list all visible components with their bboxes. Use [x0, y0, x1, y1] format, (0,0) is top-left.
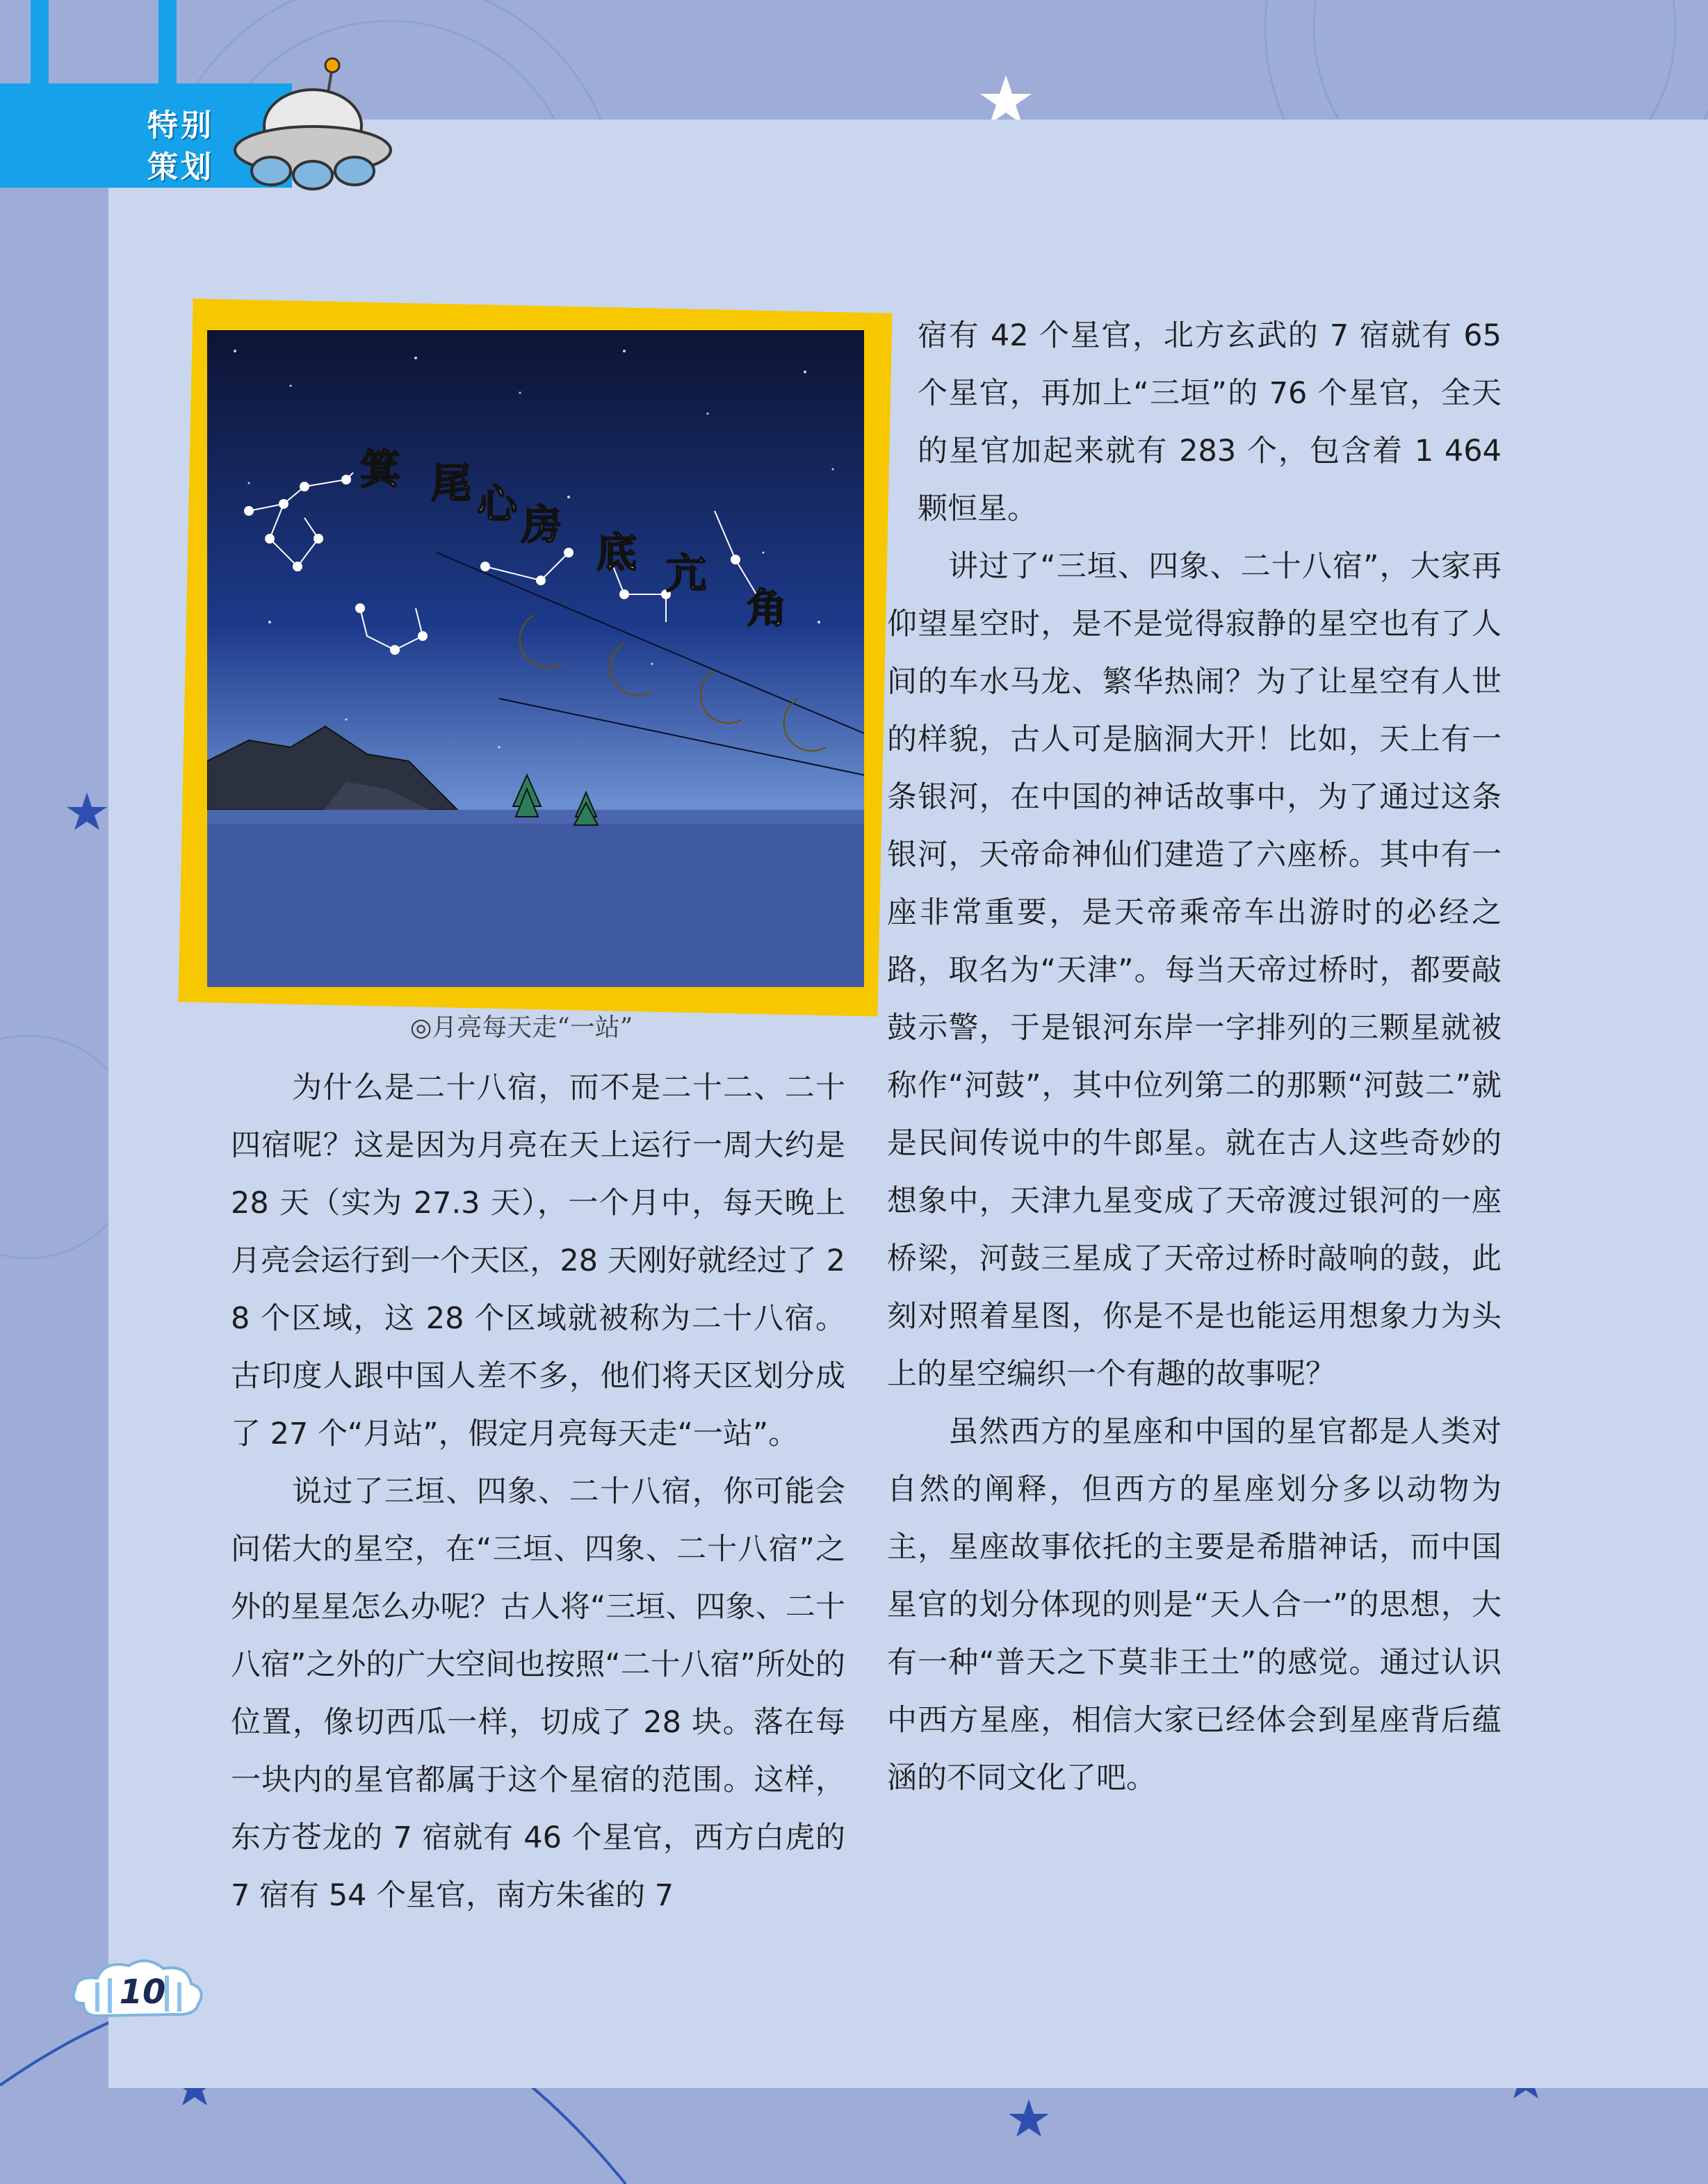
moon-station-illustration — [207, 330, 864, 987]
title-char: 尾 — [431, 459, 472, 507]
section-label-line1: 特别 — [147, 108, 214, 143]
title-char: 角 — [747, 585, 788, 632]
star-icon — [67, 792, 107, 830]
section-label-line2: 策划 — [147, 149, 214, 185]
paragraph: 说过了三垣、四象、二十八宿，你可能会问偌大的星空，在“三垣、四象、二十八宿”之外的星星怎么办呢？古人将“三垣、四象、二十八宿”之外的广大空间也按照“二十八宿”所处的位置，像切西瓜一样，切成了 28 块。落在每一块内的星官都属于这个星宿的范围。这样，东方苍龙的 7 宿就有 46 个星官，西方白虎的 7 宿有 54 个星官，南方朱雀的 7 — [231, 1474, 845, 1913]
star-icon — [980, 75, 1032, 124]
title-char: 房 — [521, 501, 562, 548]
title-char: 箕 — [360, 446, 401, 493]
title-char: 亢 — [666, 550, 707, 597]
left-text-column — [231, 1059, 845, 1925]
ufo-icon — [229, 53, 396, 192]
star-icon — [1009, 2099, 1049, 2137]
paragraph: 宿有 42 个星官，北方玄武的 7 宿就有 65 个星官，再加上“三垣”的 76 个星官，全天的星官加起来就有 283 个，包含着 1 464 颗恒星。 — [918, 318, 1502, 526]
page-number: 10 — [119, 1973, 166, 2012]
header-tab-bracket — [31, 0, 177, 83]
title-char: 底 — [596, 529, 637, 576]
paragraph: 讲过了“三垣、四象、二十八宿”，大家再仰望星空时，是不是觉得寂静的星空也有了人间的车水马龙、繁华热闹？为了让星空有人世的样貌，古人可是脑洞大开！比如，天上有一条银河，在中国的神话故事中，为了通过这条银河，天帝命神仙们建造了六座桥。其中有一座非常重要，是天帝乘帝车出游时的必经之路，取名为“天津”。每当天帝过桥时，都要敲鼓示警，于是银河东岸一字排列的三颗星就被称作“河鼓”，其中位列第二的那颗“河鼓二”就是民间传说中的牛郎星。就在古人这些奇妙的想象中，天津九星变成了天帝渡过银河的一座桥梁，河鼓三星成了天帝过桥时敲响的鼓，此刻对照着星图，你是不是也能运用想象力为头上的星空编织一个有趣的故事呢？ — [887, 549, 1502, 1392]
figure-caption: ◎月亮每天走“一站” — [409, 1013, 633, 1042]
right-text-column — [887, 307, 1502, 1807]
paragraph: 虽然西方的星座和中国的星官都是人类对自然的阐释，但西方的星座划分多以动物为主，星座故事依托的主要是希腊神话，而中国星官的划分体现的则是“天人合一”的思想，大有一种“普天之下莫非王土”的感觉。通过认识中西方星座，相信大家已经体会到星座背后蕴涵的不同文化了吧。 — [887, 1415, 1502, 1795]
title-char: 心 — [477, 480, 518, 528]
paragraph: 为什么是二十八宿，而不是二十二、二十四宿呢？这是因为月亮在天上运行一周大约是 28 天（实为 27.3 天），一个月中，每天晚上月亮会运行到一个天区，28 天刚好就经过了 28 个区域，这 28 个区域就被称为二十八宿。古印度人跟中国人差不多，他们将天区划分成了 27 个“月站”，假定月亮每天走“一站”。 — [231, 1070, 845, 1451]
